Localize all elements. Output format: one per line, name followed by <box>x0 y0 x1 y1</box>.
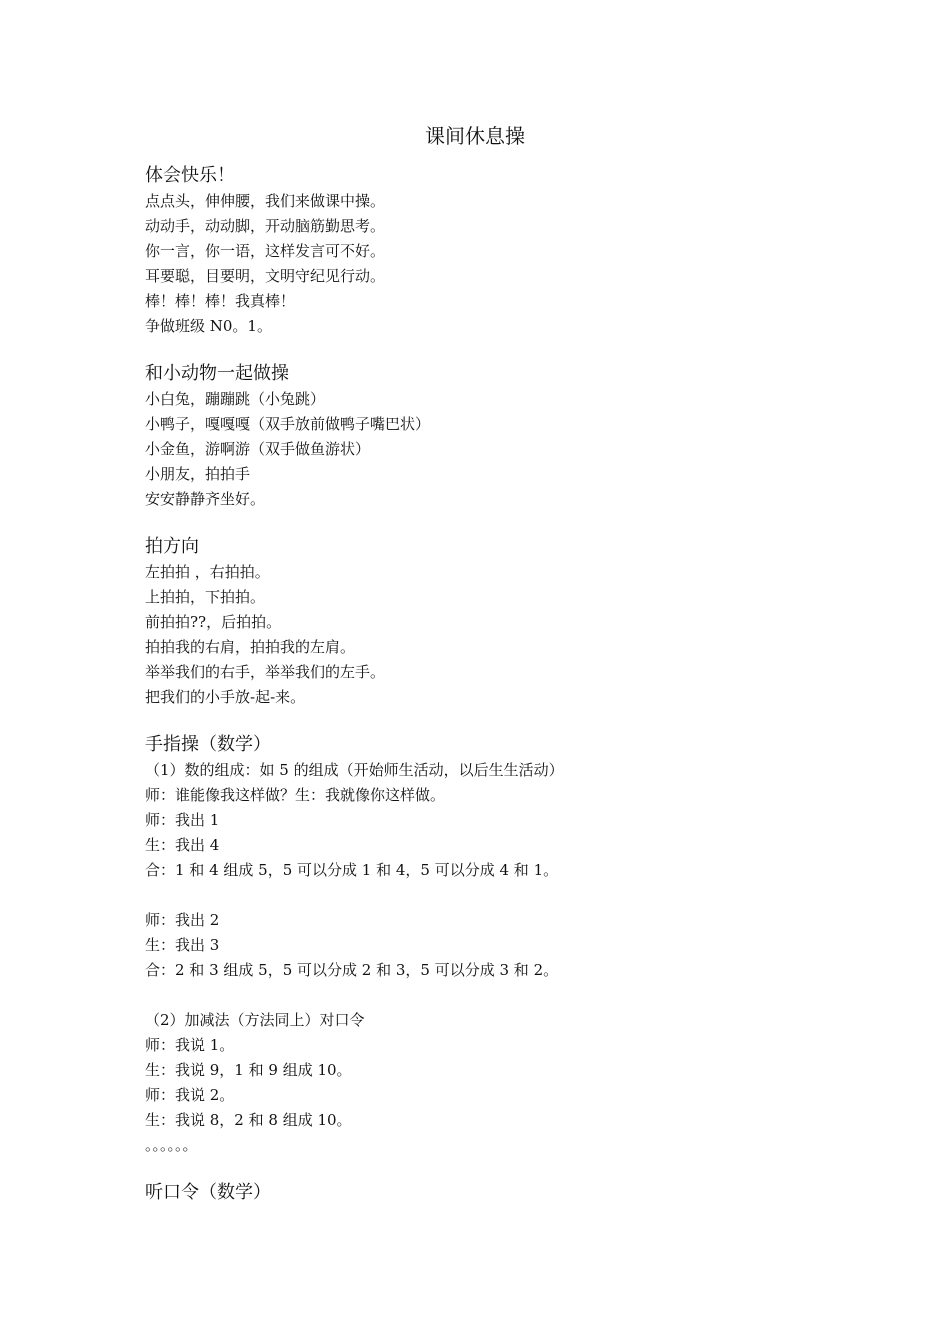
text-line: （2）加减法（方法同上）对口令 <box>145 1011 365 1029</box>
spacer <box>145 512 865 534</box>
text-line: 安安静静齐坐好。 <box>145 490 266 508</box>
text-line: 举举我们的右手，举举我们的左手。 <box>145 663 386 681</box>
section-happy <box>145 163 865 339</box>
text-line: 棒！棒！棒！我真棒！ <box>145 292 296 310</box>
text-line: 耳要聪，目要明，文明守纪见行动。 <box>145 267 386 285</box>
text-line: 小朋友，拍拍手 <box>145 465 251 483</box>
text-line: 把我们的小手放-起-来。 <box>145 688 306 706</box>
text-line: 师：谁能像我这样做？生：我就像你这样做。 <box>145 786 446 804</box>
text-line: 。。。。。。 <box>145 1136 198 1154</box>
text-line: 拍拍我的右肩，拍拍我的左肩。 <box>145 638 356 656</box>
document-title: 课间休息操 <box>425 124 525 148</box>
text-line: 师：我说 1。 <box>145 1036 235 1054</box>
section-heading: 和小动物一起做操 <box>145 363 289 384</box>
section-heading: 体会快乐！ <box>145 165 235 186</box>
text-line: 你一言，你一语，这样发言可不好。 <box>145 242 386 260</box>
text-line: 师：我出 1 <box>145 811 220 829</box>
spacer <box>145 883 865 908</box>
text-line: 动动手，动动脚，开动脑筋勤思考。 <box>145 217 386 235</box>
document-body <box>145 163 865 1206</box>
text-line: 生：我出 3 <box>145 936 220 954</box>
text-line: 前拍拍??，后拍拍。 <box>145 613 282 631</box>
text-line: 小白兔，蹦蹦跳（小兔跳） <box>145 390 326 408</box>
text-line: 合：1 和 4 组成 5，5 可以分成 1 和 4，5 可以分成 4 和 1。 <box>145 861 559 879</box>
spacer <box>145 710 865 732</box>
section-heading: 拍方向 <box>145 536 199 557</box>
text-line: 小金鱼，游啊游（双手做鱼游状） <box>145 440 371 458</box>
section-directions <box>145 534 865 710</box>
spacer <box>145 1158 865 1180</box>
spacer <box>145 339 865 361</box>
text-line: （1）数的组成：如 5 的组成（开始师生活动，以后生生活动） <box>145 761 564 779</box>
text-line: 合：2 和 3 组成 5，5 可以分成 2 和 3，5 可以分成 3 和 2。 <box>145 961 559 979</box>
section-finger-math <box>145 732 865 1158</box>
text-line: 点点头，伸伸腰，我们来做课中操。 <box>145 192 386 210</box>
section-heading: 手指操（数学） <box>145 734 271 755</box>
text-line: 生：我出 4 <box>145 836 220 854</box>
text-line: 师：我说 2。 <box>145 1086 235 1104</box>
section-listen-commands <box>145 1180 865 1206</box>
text-line: 生：我说 9，1 和 9 组成 10。 <box>145 1061 352 1079</box>
text-line: 上拍拍，下拍拍。 <box>145 588 266 606</box>
text-line: 小鸭子，嘎嘎嘎（双手放前做鸭子嘴巴状） <box>145 415 431 433</box>
text-line: 生：我说 8，2 和 8 组成 10。 <box>145 1111 352 1129</box>
spacer <box>145 983 865 1008</box>
section-animals <box>145 361 865 512</box>
text-line: 争做班级 N0。1。 <box>145 317 272 335</box>
text-line: 左拍拍 ，右拍拍。 <box>145 563 270 581</box>
text-line: 师：我出 2 <box>145 911 220 929</box>
section-heading: 听口令（数学） <box>145 1182 271 1203</box>
